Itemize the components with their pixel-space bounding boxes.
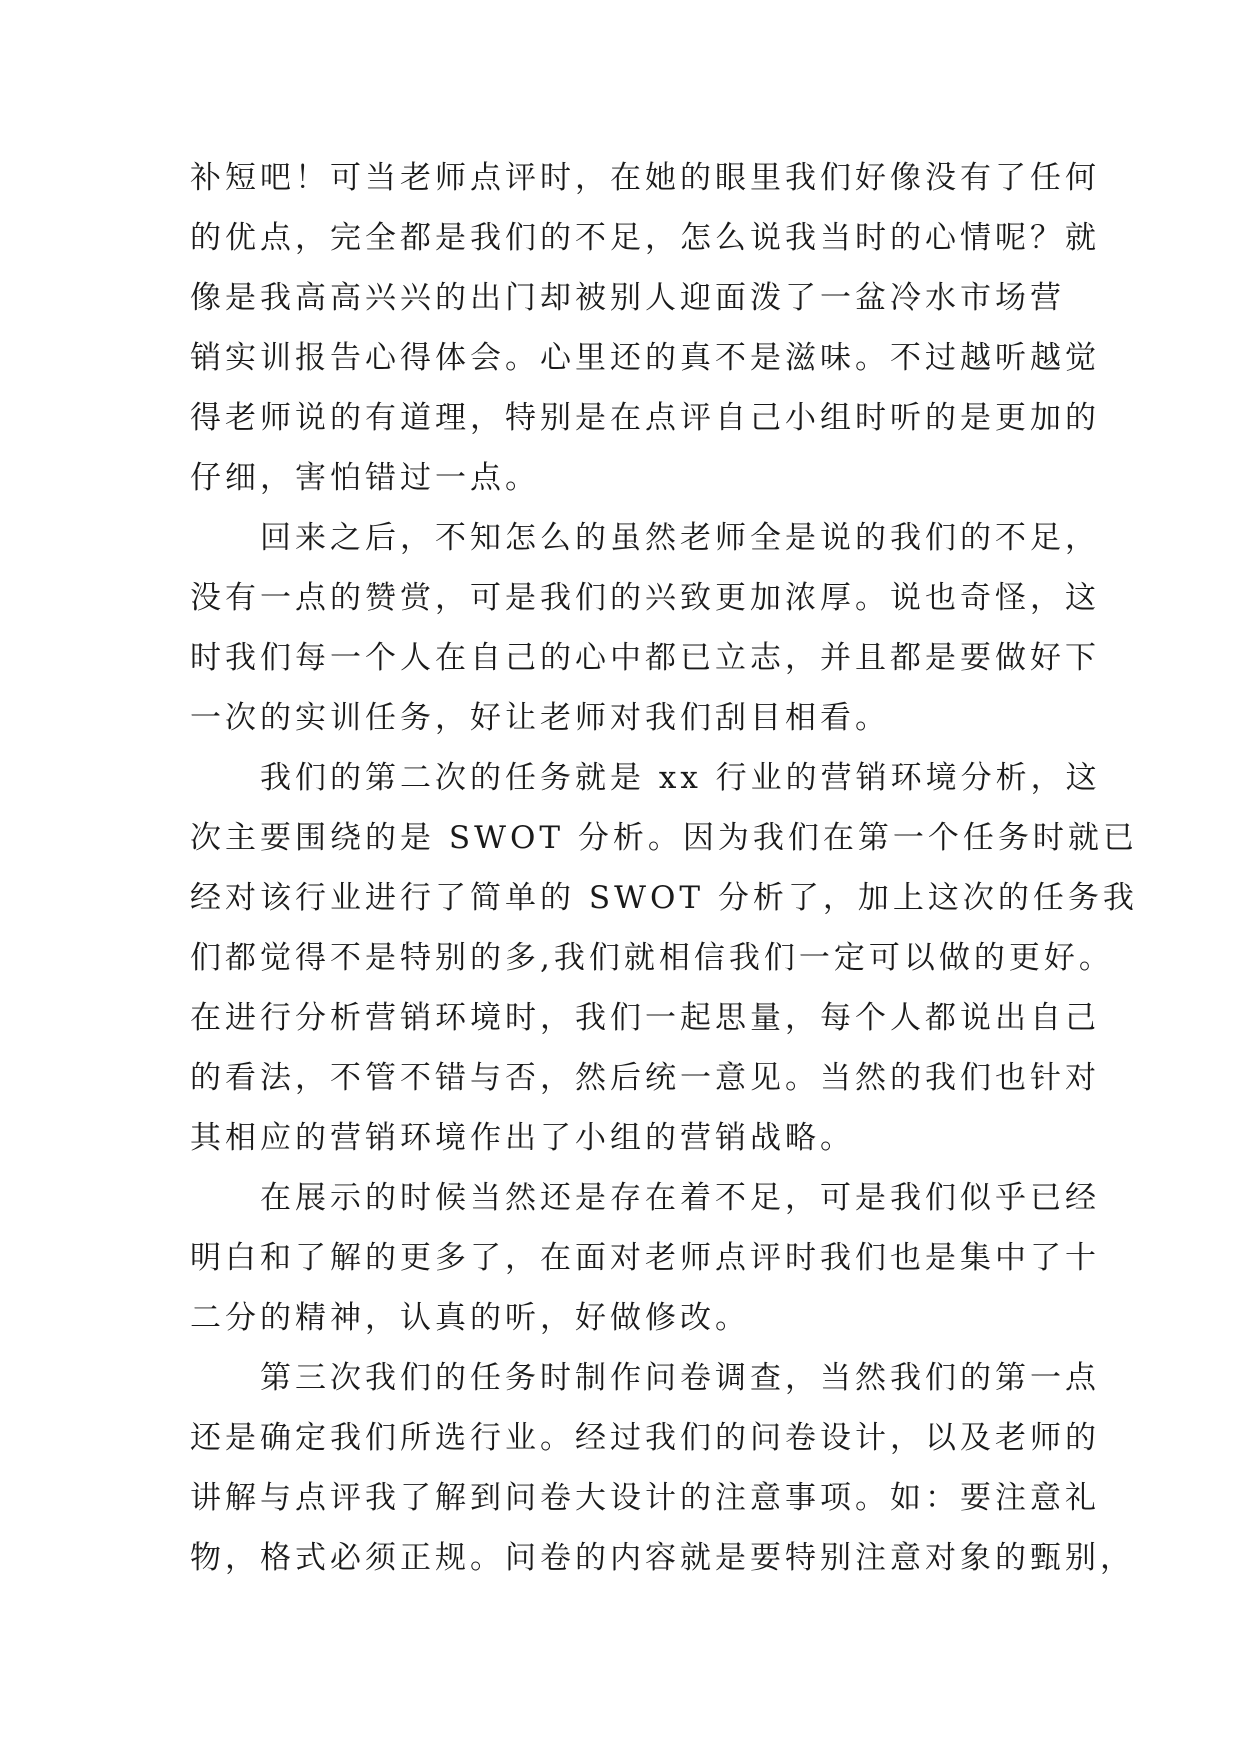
text-line: 的看法，不管不错与否，然后统一意见。当然的我们也针对 (190, 1060, 1100, 1096)
text-line: 销实训报告心得体会。心里还的真不是滋味。不过越听越觉 (190, 340, 1100, 376)
text-line: 时我们每一个人在自己的心中都已立志，并且都是要做好下 (190, 640, 1100, 676)
text-line: 像是我高高兴兴的出门却被别人迎面泼了一盆冷水市场营 (190, 280, 1065, 316)
text-line: 次主要围绕的是 SWOT 分析。因为我们在第一个任务时就已 (190, 820, 1138, 856)
text-line: 其相应的营销环境作出了小组的营销战略。 (190, 1120, 855, 1156)
text-line: 明白和了解的更多了，在面对老师点评时我们也是集中了十 (190, 1240, 1100, 1276)
text-line: 仔细，害怕错过一点。 (190, 460, 540, 496)
text-line: 的优点，完全都是我们的不足，怎么说我当时的心情呢？就 (190, 220, 1100, 256)
paragraph-first-line: 在展示的时候当然还是存在着不足，可是我们似乎已经 (260, 1180, 1100, 1216)
text-line: 在进行分析营销环境时，我们一起思量，每个人都说出自己 (190, 1000, 1100, 1036)
text-line: 还是确定我们所选行业。经过我们的问卷设计，以及老师的 (190, 1420, 1100, 1456)
text-line: 经对该行业进行了简单的 SWOT 分析了，加上这次的任务我 (190, 880, 1138, 916)
text-line: 得老师说的有道理，特别是在点评自己小组时听的是更加的 (190, 400, 1100, 436)
text-line: 二分的精神，认真的听，好做修改。 (190, 1300, 750, 1336)
text-line: 物，格式必须正规。问卷的内容就是要特别注意对象的甄别， (190, 1540, 1135, 1576)
paragraph-first-line: 第三次我们的任务时制作问卷调查，当然我们的第一点 (260, 1360, 1100, 1396)
text-line: 一次的实训任务，好让老师对我们刮目相看。 (190, 700, 890, 736)
paragraph-first-line: 回来之后，不知怎么的虽然老师全是说的我们的不足， (260, 520, 1100, 556)
paragraph-first-line: 我们的第二次的任务就是 xx 行业的营销环境分析，这 (260, 760, 1101, 796)
text-line: 讲解与点评我了解到问卷大设计的注意事项。如：要注意礼 (190, 1480, 1100, 1516)
text-line: 们都觉得不是特别的多,我们就相信我们一定可以做的更好。 (190, 940, 1114, 976)
text-line: 补短吧！可当老师点评时，在她的眼里我们好像没有了任何 (190, 160, 1100, 196)
text-line: 没有一点的赞赏，可是我们的兴致更加浓厚。说也奇怪，这 (190, 580, 1100, 616)
body-text (190, 148, 1138, 1588)
